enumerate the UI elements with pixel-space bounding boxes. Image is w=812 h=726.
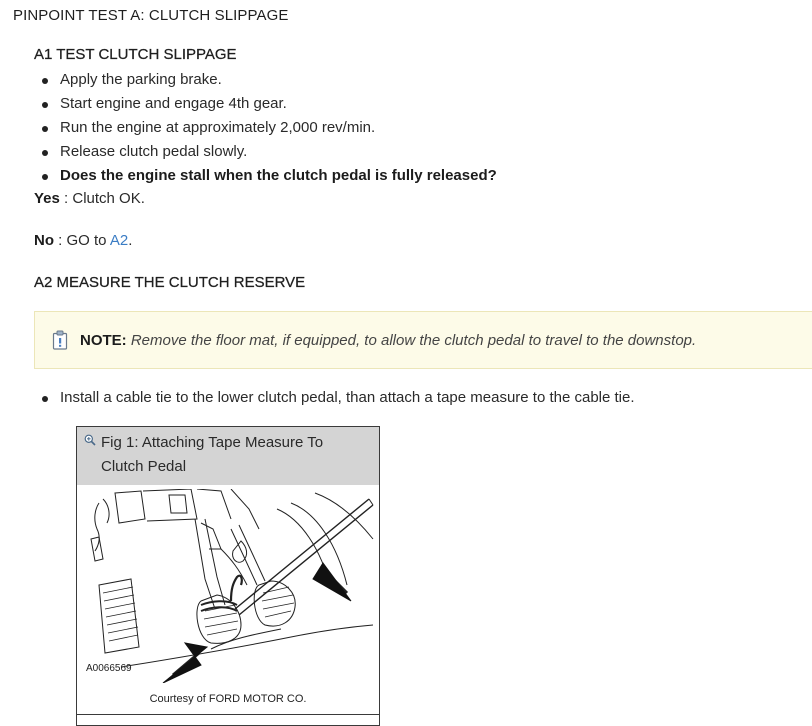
bullet-icon <box>42 102 48 108</box>
note-text <box>80 332 696 349</box>
a2-step-list <box>0 386 635 410</box>
bullet-icon <box>42 126 48 132</box>
answer-yes <box>34 190 145 207</box>
list-item: Run the engine at approximately 2,000 rev/min. <box>0 116 497 140</box>
a1-step-list <box>0 68 497 188</box>
bullet-icon <box>42 396 48 402</box>
note-label: NOTE: <box>80 332 127 349</box>
no-label: No <box>34 232 54 249</box>
yes-label: Yes <box>34 190 60 207</box>
figure-courtesy: Courtesy of FORD MOTOR CO. <box>149 693 307 705</box>
figure-caption: Fig 1: Attaching Tape Measure To Clutch Pedal <box>101 434 324 475</box>
bullet-icon <box>42 150 48 156</box>
a2-heading: A2 MEASURE THE CLUTCH RESERVE <box>34 274 306 291</box>
figure-box <box>76 426 380 726</box>
figure-code: A0066569 <box>86 663 132 674</box>
bullet-icon <box>42 174 48 180</box>
list-item: Apply the parking brake. <box>0 68 497 92</box>
note-box <box>34 311 812 369</box>
a1-heading: A1 TEST CLUTCH SLIPPAGE <box>34 46 237 63</box>
note-clipboard-icon <box>52 330 68 350</box>
list-item: Release clutch pedal slowly. <box>0 140 497 164</box>
yes-text: : Clutch OK. <box>59 190 145 207</box>
clutch-pedal-illustration[interactable] <box>81 489 377 683</box>
list-item-question: Does the engine stall when the clutch pedal is fully released? <box>0 164 497 188</box>
go-to-a2-link[interactable]: A2 <box>109 232 129 249</box>
note-body: Remove the floor mat, if equipped, to allow the clutch pedal to travel to the downstop. <box>130 332 697 349</box>
answer-no <box>34 232 132 249</box>
list-item: Start engine and engage 4th gear. <box>0 92 497 116</box>
figure-header <box>77 427 379 485</box>
bullet-icon <box>42 78 48 84</box>
list-item: Install a cable tie to the lower clutch pedal, than attach a tape measure to the cable tie. <box>0 386 635 410</box>
pinpoint-test-title: PINPOINT TEST A: CLUTCH SLIPPAGE <box>13 7 289 24</box>
no-text: : GO to <box>54 232 110 249</box>
figure-divider <box>77 714 379 715</box>
zoom-in-icon[interactable] <box>84 434 96 446</box>
no-text-end: . <box>128 232 133 249</box>
